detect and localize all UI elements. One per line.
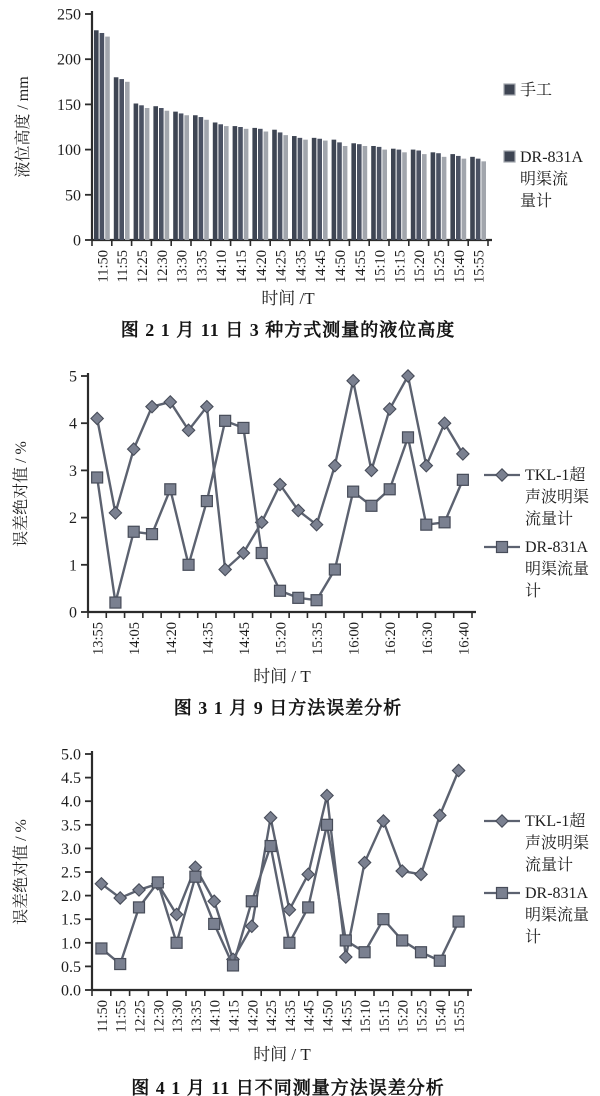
figure-4 bbox=[0, 738, 600, 1096]
svg-text:明渠流: 明渠流 bbox=[520, 171, 569, 188]
svg-text:流量计: 流量计 bbox=[525, 857, 574, 874]
figure-2-caption: 图 2 1 月 11 日 3 种方式测量的液位高度 bbox=[120, 320, 456, 340]
line-chart-error-jan9 bbox=[0, 362, 600, 692]
svg-text:15:10: 15:10 bbox=[358, 1000, 375, 1034]
figure-3-caption: 图 3 1 月 9 日方法误差分析 bbox=[173, 698, 403, 718]
svg-text:14:15: 14:15 bbox=[234, 250, 250, 284]
svg-text:14:25: 14:25 bbox=[264, 1000, 281, 1034]
svg-text:11:55: 11:55 bbox=[113, 1000, 130, 1033]
svg-text:11:50: 11:50 bbox=[94, 1000, 111, 1033]
svg-text:4.5: 4.5 bbox=[61, 770, 81, 788]
svg-text:3.5: 3.5 bbox=[61, 817, 81, 835]
svg-text:11:50: 11:50 bbox=[95, 250, 112, 283]
svg-text:15:25: 15:25 bbox=[432, 250, 448, 284]
svg-text:50: 50 bbox=[65, 187, 81, 205]
svg-text:计: 计 bbox=[525, 929, 542, 946]
svg-text:明渠流量: 明渠流量 bbox=[525, 907, 590, 924]
svg-text:明渠流量: 明渠流量 bbox=[525, 561, 590, 578]
svg-text:2: 2 bbox=[69, 510, 77, 528]
svg-text:16:20: 16:20 bbox=[383, 622, 400, 656]
svg-text:14:10: 14:10 bbox=[207, 1000, 224, 1034]
svg-text:0.5: 0.5 bbox=[61, 958, 81, 976]
svg-text:14:55: 14:55 bbox=[339, 1000, 356, 1034]
svg-text:15:20: 15:20 bbox=[273, 622, 290, 656]
svg-text:0.0: 0.0 bbox=[61, 982, 81, 1000]
svg-text:14:15: 14:15 bbox=[226, 1000, 243, 1034]
svg-text:4.0: 4.0 bbox=[61, 793, 81, 811]
svg-text:量计: 量计 bbox=[520, 193, 553, 210]
svg-text:DR-831A: DR-831A bbox=[525, 885, 589, 902]
svg-text:14:45: 14:45 bbox=[301, 1000, 318, 1034]
svg-text:150: 150 bbox=[57, 96, 81, 114]
svg-text:手工: 手工 bbox=[520, 82, 553, 99]
svg-text:15:35: 15:35 bbox=[310, 622, 327, 656]
svg-text:15:25: 15:25 bbox=[414, 1000, 431, 1034]
svg-text:2.0: 2.0 bbox=[61, 888, 81, 906]
svg-text:流量计: 流量计 bbox=[525, 511, 574, 528]
svg-text:计: 计 bbox=[525, 583, 542, 600]
line-chart-error-jan11 bbox=[0, 738, 600, 1072]
svg-text:误差绝对值 / %: 误差绝对值 / % bbox=[13, 819, 30, 925]
svg-text:5.0: 5.0 bbox=[61, 746, 81, 764]
svg-text:1.5: 1.5 bbox=[61, 911, 81, 929]
figure-3 bbox=[0, 362, 600, 720]
svg-text:2.5: 2.5 bbox=[61, 864, 81, 882]
svg-text:1: 1 bbox=[69, 557, 77, 575]
svg-text:15:40: 15:40 bbox=[451, 250, 468, 284]
svg-text:13:55: 13:55 bbox=[90, 622, 107, 656]
svg-text:100: 100 bbox=[57, 142, 81, 160]
svg-text:3.0: 3.0 bbox=[61, 840, 81, 858]
svg-text:14:45: 14:45 bbox=[236, 622, 253, 656]
svg-text:14:45: 14:45 bbox=[313, 250, 330, 284]
svg-text:15:55: 15:55 bbox=[471, 249, 488, 284]
svg-text:16:30: 16:30 bbox=[419, 622, 436, 656]
svg-text:TKL-1超: TKL-1超 bbox=[525, 467, 586, 484]
svg-text:14:50: 14:50 bbox=[333, 250, 349, 284]
svg-text:14:35: 14:35 bbox=[200, 622, 217, 656]
svg-text:15:20: 15:20 bbox=[412, 250, 429, 284]
svg-text:时间 / T: 时间 / T bbox=[253, 667, 311, 686]
svg-text:15:10: 15:10 bbox=[372, 250, 389, 284]
svg-text:12:25: 12:25 bbox=[132, 1000, 149, 1034]
svg-text:14:20: 14:20 bbox=[253, 250, 270, 284]
svg-text:13:35: 13:35 bbox=[188, 1000, 205, 1034]
svg-text:250: 250 bbox=[57, 6, 81, 24]
svg-text:液位高度 / mm: 液位高度 / mm bbox=[15, 76, 32, 178]
svg-text:声波明渠: 声波明渠 bbox=[525, 835, 590, 852]
svg-text:0: 0 bbox=[73, 232, 81, 250]
svg-text:时间 /T: 时间 /T bbox=[261, 289, 315, 308]
svg-text:14:50: 14:50 bbox=[320, 1000, 337, 1034]
svg-text:4: 4 bbox=[69, 415, 77, 433]
svg-text:13:35: 13:35 bbox=[194, 250, 211, 284]
svg-text:15:15: 15:15 bbox=[392, 250, 409, 284]
svg-text:TKL-1超: TKL-1超 bbox=[525, 813, 586, 830]
svg-text:时间 / T: 时间 / T bbox=[253, 1045, 311, 1064]
svg-text:14:20: 14:20 bbox=[163, 622, 180, 656]
svg-text:15:40: 15:40 bbox=[433, 1000, 450, 1034]
svg-text:DR-831A: DR-831A bbox=[520, 149, 584, 166]
svg-text:15:20: 15:20 bbox=[395, 1000, 412, 1034]
figure-4-caption: 图 4 1 月 11 日不同测量方法误差分析 bbox=[131, 1078, 445, 1096]
svg-text:15:15: 15:15 bbox=[376, 1000, 393, 1034]
svg-text:0: 0 bbox=[69, 604, 77, 622]
svg-text:14:05: 14:05 bbox=[127, 622, 144, 656]
svg-text:12:30: 12:30 bbox=[154, 250, 171, 284]
svg-text:3: 3 bbox=[69, 462, 77, 480]
svg-text:声波明渠: 声波明渠 bbox=[525, 489, 590, 506]
svg-text:11:55: 11:55 bbox=[115, 250, 132, 283]
figure-2 bbox=[0, 0, 600, 342]
svg-text:12:25: 12:25 bbox=[135, 250, 151, 284]
svg-text:12:30: 12:30 bbox=[151, 1000, 168, 1034]
svg-text:14:35: 14:35 bbox=[293, 250, 310, 284]
svg-text:5: 5 bbox=[69, 368, 77, 386]
svg-text:16:00: 16:00 bbox=[346, 622, 363, 656]
svg-text:14:35: 14:35 bbox=[282, 1000, 299, 1034]
svg-text:13:30: 13:30 bbox=[174, 250, 191, 284]
bar-chart-liquid-level bbox=[0, 0, 600, 314]
svg-text:14:25: 14:25 bbox=[273, 250, 290, 284]
svg-text:14:10: 14:10 bbox=[214, 250, 231, 284]
svg-text:15:55: 15:55 bbox=[452, 1000, 469, 1034]
svg-text:误差绝对值 / %: 误差绝对值 / % bbox=[13, 441, 30, 547]
svg-text:200: 200 bbox=[57, 51, 81, 69]
svg-text:14:55: 14:55 bbox=[352, 250, 369, 284]
svg-text:1.0: 1.0 bbox=[61, 935, 81, 953]
svg-text:16:40: 16:40 bbox=[456, 622, 473, 656]
svg-text:14:20: 14:20 bbox=[245, 1000, 262, 1034]
svg-text:13:30: 13:30 bbox=[170, 1000, 187, 1034]
svg-text:DR-831A: DR-831A bbox=[525, 539, 589, 556]
